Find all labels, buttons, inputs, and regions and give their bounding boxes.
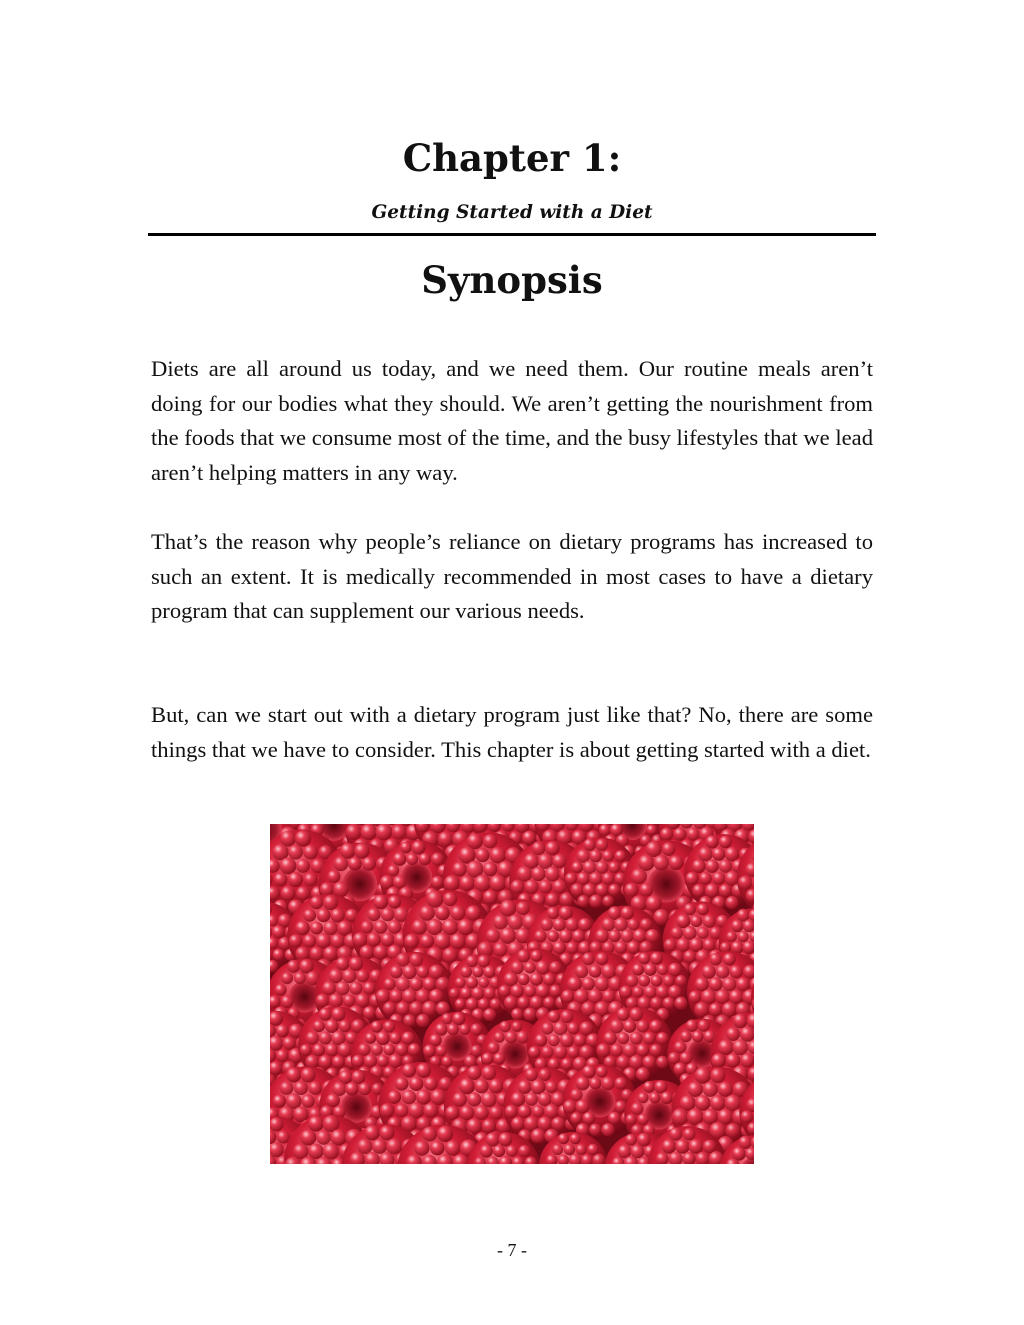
chapter-title: Chapter 1:: [402, 136, 622, 180]
raspberries-photo: [270, 824, 754, 1164]
title-divider: [148, 233, 876, 236]
page-number: - 7 -: [497, 1240, 527, 1260]
raspberries-illustration: [270, 824, 754, 1164]
chapter-subtitle: Getting Started with a Diet: [371, 202, 653, 223]
raspberry: [562, 1064, 637, 1139]
body-paragraph-1: Diets are all around us today, and we need them. Our routine meals aren’t doing for our bodies what they should. We aren’t getting the nourishment from the foods that we consume most of the time, and the busy lifestyles that we lead aren’t helping matters in any way.: [151, 356, 873, 485]
body-paragraph-3: But, can we start out with a dietary program just like that? No, there are some things that we have to consider. This chapter is about getting started with a diet.: [151, 702, 873, 762]
section-title: Synopsis: [421, 258, 603, 302]
body-paragraph-2: That’s the reason why people’s reliance on dietary programs has increased to such an extent. It is medically recommended in most cases to have a dietary program that can supplement our various needs.: [151, 529, 873, 624]
